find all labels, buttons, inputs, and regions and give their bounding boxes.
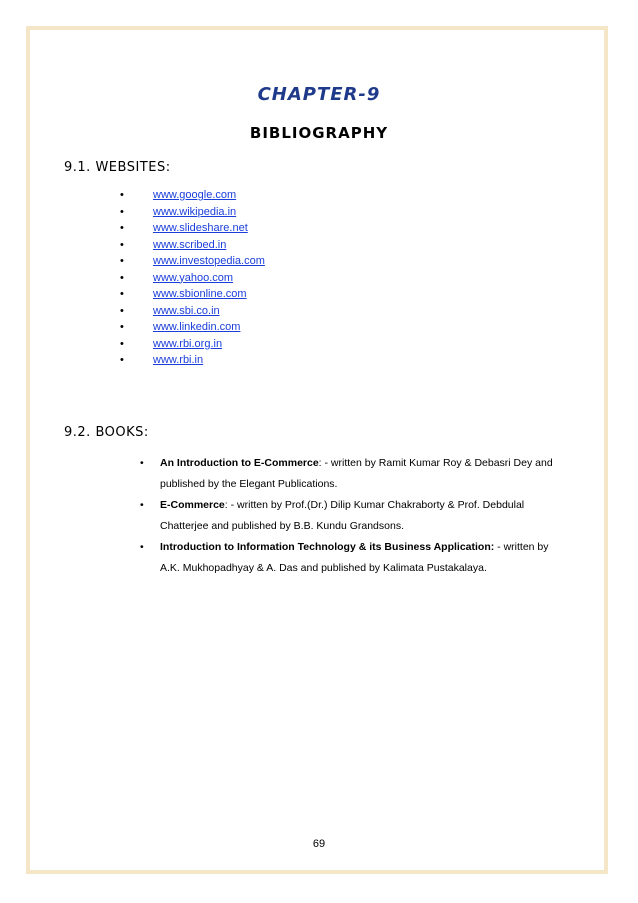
bullet-icon: •	[120, 337, 124, 350]
website-link[interactable]: www.yahoo.com	[153, 271, 234, 284]
website-link[interactable]: www.scribed.in	[153, 238, 227, 251]
website-link[interactable]: www.rbi.org.in	[153, 337, 223, 350]
bullet-icon: •	[120, 205, 124, 218]
website-link[interactable]: www.wikipedia.in	[153, 205, 237, 218]
book-item	[140, 495, 560, 537]
chapter-heading: CHAPTER-9	[257, 84, 381, 105]
website-link[interactable]: www.slideshare.net	[153, 222, 248, 234]
bullet-icon: •	[140, 457, 144, 469]
book-title: Introduction to Information Technology & its Business Application:	[160, 541, 495, 553]
page-number: 69	[312, 838, 326, 850]
book-details: - written by A.K. Mukhopadhyay & A. Das and published by Kalimata Pustakalaya.	[160, 541, 549, 574]
book-title: An Introduction to E-Commerce	[160, 457, 319, 469]
bullet-icon: •	[120, 222, 124, 234]
book-item	[140, 537, 560, 579]
bullet-icon: •	[120, 238, 124, 251]
bullet-icon: •	[120, 288, 124, 300]
bullet-icon: •	[120, 304, 124, 317]
website-link[interactable]: www.sbionline.com	[153, 288, 247, 300]
website-link[interactable]: www.investopedia.com	[153, 255, 265, 267]
websites-section-heading: 9.1. WEBSITES:	[64, 160, 171, 175]
website-link[interactable]: www.rbi.in	[153, 354, 204, 366]
bullet-icon: •	[140, 499, 144, 511]
book-title: E-Commerce	[160, 499, 225, 511]
bullet-icon: •	[120, 321, 124, 333]
bullet-icon: •	[120, 255, 124, 267]
bullet-icon: •	[140, 541, 144, 553]
books-section-heading: 9.2. BOOKS:	[64, 425, 149, 440]
website-link[interactable]: www.linkedin.com	[153, 321, 241, 333]
page-border	[26, 26, 608, 874]
book-details: : - written by Prof.(Dr.) Dilip Kumar Chakraborty & Prof. Debdulal Chatterjee and published by B.B. Kundu Grandsons.	[160, 499, 525, 532]
page-title: BIBLIOGRAPHY	[249, 124, 389, 142]
bullet-icon: •	[120, 271, 124, 284]
bullet-icon: •	[120, 354, 124, 366]
book-details: : - written by Ramit Kumar Roy & Debasri Dey and published by the Elegant Publications.	[160, 457, 553, 490]
website-link[interactable]: www.google.com	[153, 189, 237, 201]
books-list	[140, 453, 560, 579]
website-link[interactable]: www.sbi.co.in	[153, 304, 220, 317]
bullet-icon: •	[120, 189, 124, 201]
book-item	[140, 453, 560, 495]
